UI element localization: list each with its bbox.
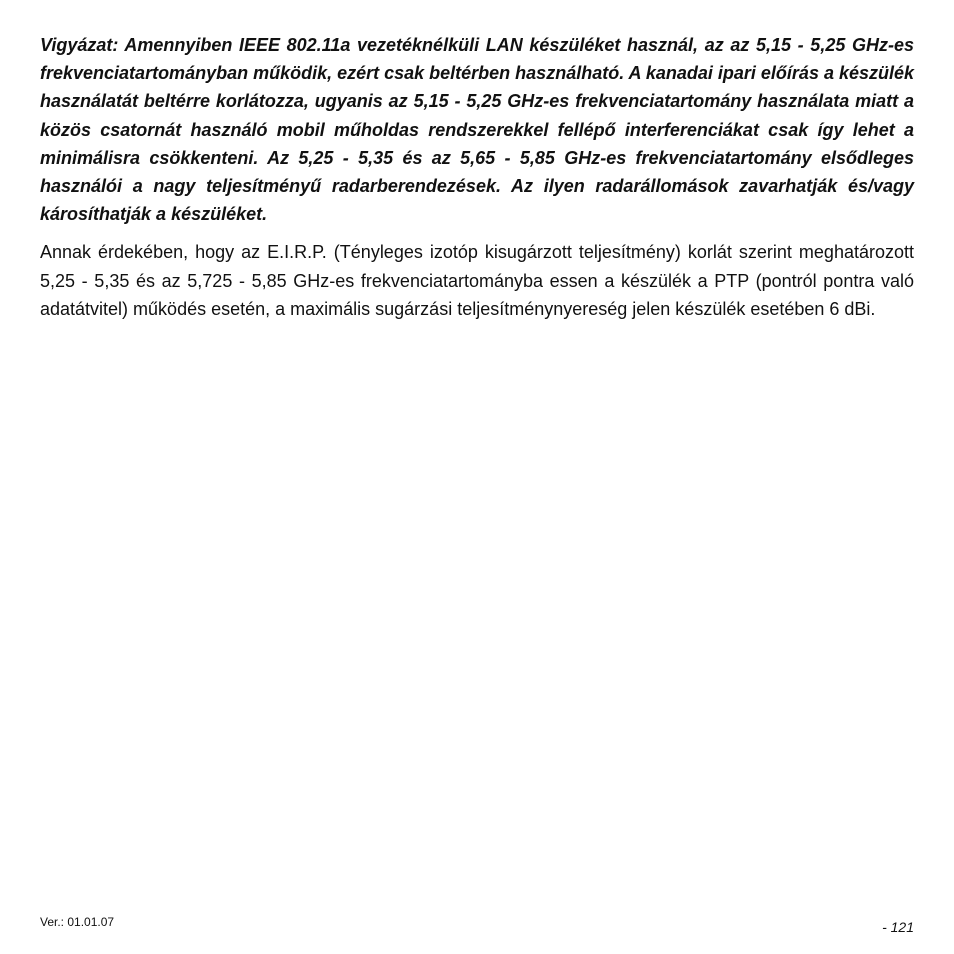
page-content [40, 31, 914, 323]
warning-paragraph: Vigyázat: Amennyiben IEEE 802.11a vezetéknélküli LAN készüléket használ, az az 5,15 - 5,25 GHz-es frekvenciatartományban működik, ezért csak beltérben használható. A kanadai ipari előírás a készülék használatát beltérre korlátozza, ugyanis az 5,15 - 5,25 GHz-es frekvenciatartomány használata miatt a közös csatornát használó mobil műholdas rendszerekkel fellépő interferenciákat csak így lehet a minimálisra csökkenteni. Az 5,25 - 5,35 és az 5,65 - 5,85 GHz-es frekvenciatartomány elsődleges használói a nagy teljesítményű radarberendezések. Az ilyen radarállomások zavarhatják és/vagy károsíthatják a készüléket. [40, 35, 915, 225]
version-label: Ver.: 01.01.07 [40, 915, 115, 929]
eirp-paragraph: Annak érdekében, hogy az E.I.R.P. (Tényleges izotóp kisugárzott teljesítmény) korlát szerint meghatározott 5,25 - 5,35 és az 5,725 - 5,85 GHz-es frekvenciatartományba essen a készülék a PTP (pontról pontra való adatátvitel) működés esetén, a maximális sugárzási teljesítménynyereség jelen készülék esetében 6 dBi. [40, 242, 914, 319]
page-number: - 121 [882, 919, 914, 935]
